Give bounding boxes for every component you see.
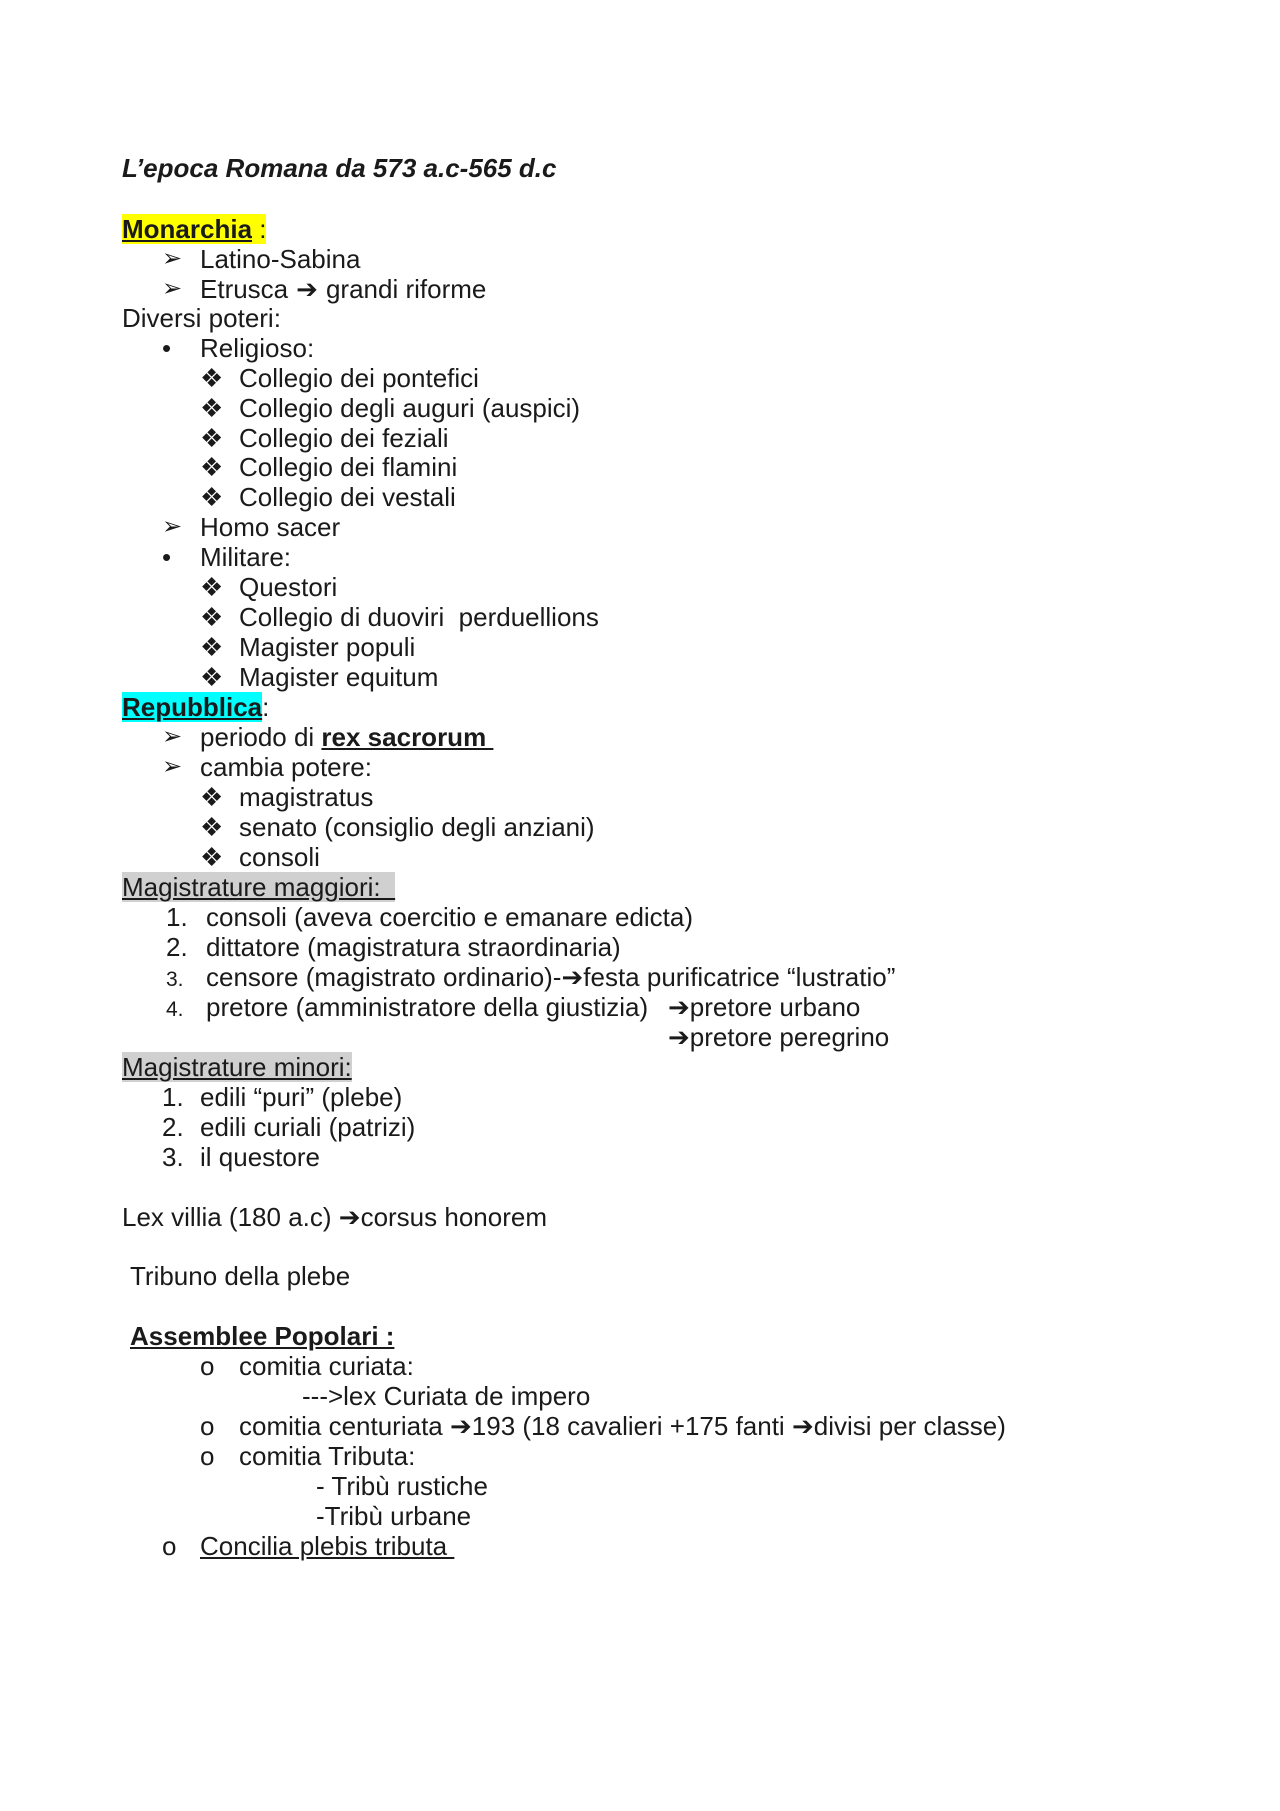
list-item: 2. dittatore (magistratura straordinaria) [166, 932, 621, 962]
list-item: 1. edili “puri” (plebe) [162, 1082, 403, 1112]
list-item: ❖ Collegio degli auguri (auspici) [200, 393, 581, 423]
diamond-bullet-icon: ❖ [200, 572, 224, 602]
diamond-bullet-icon: ❖ [200, 842, 224, 872]
list-item: ❖ Questori [200, 572, 338, 602]
circle-bullet-icon: o [162, 1531, 177, 1561]
list-item: ❖ Collegio dei vestali [200, 482, 456, 512]
list-number: 4. [166, 998, 184, 1021]
list-item: ➢ Homo sacer [162, 512, 341, 542]
list-item: ❖ Collegio dei pontefici [200, 363, 479, 393]
list-item: 4. pretore (amministratore della giustizia) [166, 992, 648, 1022]
heading-diversi-poteri: Diversi poteri: [122, 303, 281, 333]
diamond-bullet-icon: ❖ [200, 782, 224, 812]
heading-repubblica: Repubblica [122, 692, 263, 722]
arrowhead-bullet-icon: ➢ [162, 275, 183, 302]
lex-villia: Lex villia (180 a.c) ➔corsus honorem [122, 1202, 547, 1232]
heading-monarchia: Monarchia [122, 214, 253, 244]
diamond-bullet-icon: ❖ [200, 393, 224, 423]
arrow-right-icon: ➔ [449, 1411, 472, 1441]
list-item: o comitia centuriata ➔193 (18 cavalieri +175 fanti ➔divisi per classe) [200, 1411, 1006, 1441]
tribuno-della-plebe: Tribuno della plebe [130, 1261, 351, 1291]
list-item: • Religioso: [162, 333, 315, 363]
diamond-bullet-icon: ❖ [200, 662, 224, 692]
arrowhead-bullet-icon: ➢ [162, 513, 183, 540]
list-item: ➢ cambia potere: [162, 752, 372, 782]
section-monarchia [122, 214, 266, 244]
list-item: ❖ magistratus [200, 782, 374, 812]
list-item: ➢ Etrusca ➔ grandi riforme [162, 274, 487, 304]
list-item: • Militare: [162, 542, 292, 572]
list-item: ❖ Magister populi [200, 632, 416, 662]
document-title: L’epoca Romana da 573 a.c-565 d.c [122, 153, 557, 183]
pretore-urbano: ➔pretore urbano [668, 992, 861, 1022]
circle-bullet-icon: o [200, 1441, 215, 1471]
diamond-bullet-icon: ❖ [200, 482, 224, 512]
diamond-bullet-icon: ❖ [200, 452, 224, 482]
arrow-right-icon: ➔ [668, 992, 690, 1022]
circle-bullet-icon: o [200, 1351, 215, 1381]
section-repubblica: Repubblica: [122, 692, 270, 722]
list-item: ❖ Collegio di duoviri perduellions [200, 602, 599, 632]
list-item: o Concilia plebis tributa [162, 1531, 455, 1561]
arrow-right-icon: ➔ [296, 274, 318, 304]
heading-monarchia-colon: : [252, 214, 267, 244]
list-number: 3. [166, 968, 184, 991]
curiata-sub: --->lex Curiata de impero [302, 1381, 591, 1411]
heading-assemblee-popolari: Assemblee Popolari : [130, 1321, 395, 1351]
list-item: ❖ Collegio dei flamini [200, 452, 458, 482]
bullet-icon: • [162, 333, 172, 363]
diamond-bullet-icon: ❖ [200, 632, 224, 662]
list-number: 3. [162, 1142, 184, 1172]
circle-bullet-icon: o [200, 1411, 215, 1441]
list-item: 3. il questore [162, 1142, 320, 1172]
tribu-rustiche: - Tribù rustiche [316, 1471, 488, 1501]
diamond-bullet-icon: ❖ [200, 423, 224, 453]
heading-magistrature-minori: Magistrature minori: [122, 1052, 352, 1082]
bullet-icon: • [162, 542, 172, 572]
list-item: ❖ Magister equitum [200, 662, 439, 692]
list-item: ➢ Latino-Sabina [162, 244, 361, 274]
list-item: ➢ periodo di rex sacrorum [162, 722, 494, 752]
diamond-bullet-icon: ❖ [200, 812, 224, 842]
list-item: 3. censore (magistrato ordinario)-➔festa purificatrice “lustratio” [166, 962, 895, 992]
diamond-bullet-icon: ❖ [200, 363, 224, 393]
list-item: ❖ Collegio dei feziali [200, 423, 449, 453]
list-item: ❖ consoli [200, 842, 320, 872]
pretore-peregrino: ➔pretore peregrino [668, 1022, 890, 1052]
list-number: 1. [162, 1082, 184, 1112]
rex-sacrorum: rex sacrorum [321, 722, 494, 752]
list-item: ❖ senato (consiglio degli anziani) [200, 812, 595, 842]
arrow-right-icon: ➔ [338, 1202, 361, 1232]
heading-magistrature-maggiori: Magistrature maggiori: [122, 872, 396, 902]
list-number: 2. [162, 1112, 184, 1142]
list-item: 1. consoli (aveva coercitio e emanare edicta) [166, 902, 694, 932]
list-number: 2. [166, 932, 188, 962]
arrow-right-icon: ➔ [791, 1411, 814, 1441]
list-number: 1. [166, 902, 188, 932]
diamond-bullet-icon: ❖ [200, 602, 224, 632]
arrowhead-bullet-icon: ➢ [162, 245, 183, 272]
list-item: o comitia curiata: [200, 1351, 414, 1381]
arrowhead-bullet-icon: ➢ [162, 753, 183, 780]
arrow-right-icon: ➔ [668, 1022, 690, 1052]
list-item: 2. edili curiali (patrizi) [162, 1112, 416, 1142]
arrowhead-bullet-icon: ➢ [162, 723, 183, 750]
arrow-right-icon: ➔ [561, 962, 584, 992]
list-item: o comitia Tributa: [200, 1441, 416, 1471]
tribu-urbane: -Tribù urbane [316, 1501, 472, 1531]
